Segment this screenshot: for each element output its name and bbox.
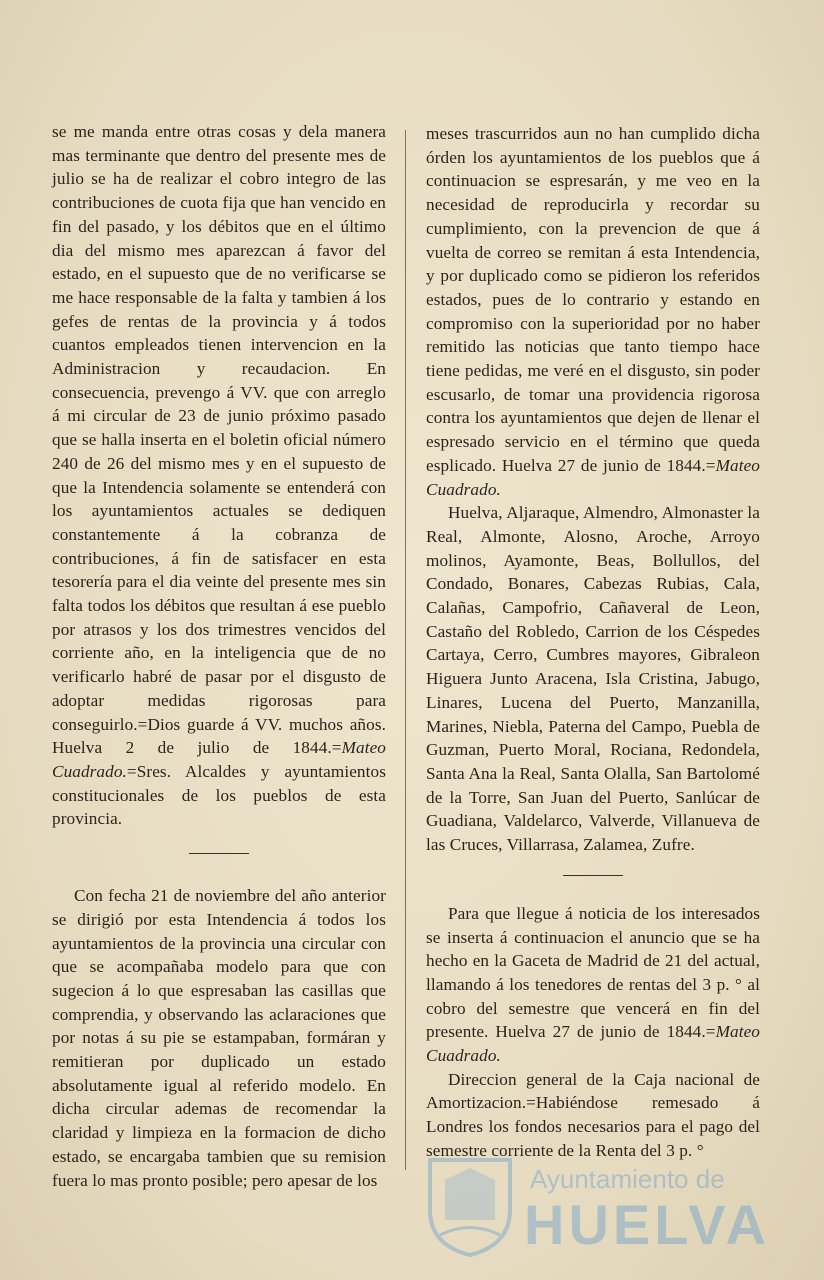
- section-rule-right: [563, 875, 623, 876]
- town-list-paragraph: Huelva, Aljaraque, Almendro, Almonaster la Real, Almonte, Alosno, Aroche, Arroyo molinos, Ayamonte, Beas, Bollullos, del Condado, Bonares, Cabezas Rubias, Cala, Calañas, Campofrio, Cañaveral de Leon, Castaño del Robledo, Carrion de los Céspedes Cartaya, Cerro, Cumbres mayores, Gibraleon Higuera Junto Aracena, Isla Cristina, Jabugo, Linares, Lucena del Puerto, Manzanilla, Marines, Niebla, Paterna del Campo, Puebla de Guzman, Puerto Moral, Rociana, Redondela, Santa Ana la Real, Santa Olalla, San Bartolomé de la Torre, San Juan del Puerto, Sanlúcar de Guadiana, Valdelarco, Valverde, Villanueva de las Cruces, Villarrasa, Zalamea, Zufre.: [426, 503, 760, 855]
- right-paragraph-3: [426, 902, 760, 1068]
- left-paragraph-1-tail: =Sres. Alcaldes y ayuntamientos constitucionales de los pueblos de esta provincia.: [52, 761, 386, 829]
- left-column: [52, 120, 386, 1192]
- archive-watermark: [420, 1150, 820, 1270]
- right-paragraph-3-text: Para que llegue á noticia de los interesados se inserta á continuacion el anuncio que se ha hecho en la Gaceta de Madrid de 21 del actual, llamando á los tenedores de rentas del 3 p. ° al cobro del semestre que vencerá en fin del presente. Huelva 27 de junio de 1844.=: [426, 903, 760, 1042]
- left-paragraph-1-text: se me manda entre otras cosas y dela manera mas terminante que dentro del presente mes de julio se ha de realizar el cobro integro de las contribuciones de cuota fija que han vencido en fin del pasado, y los débitos que en el último dia del mismo mes aparezcan á favor del estado, en el supuesto que de no verificarse se me hace responsable de la falta y tambien á los gefes de rentas de la provincia y á todos cuantos empleados tienen intervencion en la Administracion y recaudacion. En consecuencia, prevengo á VV. que con arreglo á mi circular de 23 de junio próximo pasado que se halla inserta en el boletin oficial número 240 de 26 del mismo mes y en el supuesto de que la Intendencia solamente se entenderá con los ayuntamientos actuales se dediquen constantemente á la cobranza de contribuciones, á fin de satisfacer en esta tesorería para el dia veinte del presente mes sin falta todos los débitos que resultan á ese pueblo por atrasos y los dos trimestres vencidos del corriente año, en la inteligencia que de no verificarlo habré de pasar por el disgusto de adoptar medidas rigorosas para conseguirlo.=Dios guarde á VV. muchos años. Huelva 2 de julio de 1844.=: [52, 122, 386, 758]
- section-rule-left: [189, 853, 249, 854]
- right-signature-2: Mateo Cuadrado.: [426, 1022, 760, 1066]
- city-seal-icon: [420, 1150, 520, 1260]
- left-paragraph-2: Con fecha 21 de noviembre del año anterior se dirigió por esta Intendencia á todos los ayuntamientos de la provincia una circular con que se acompañaba modelo para que con sugecion á lo que espresaban las casillas que comprendia, y observando las aclaraciones que por notas á su pie se estampaban, formáran y remitieran por duplicado un estado absolutamente igual al referido modelo. En dicha circular ademas de recomendar la claridad y limpieza en la formacion de dicho estado, se encargaba tambien que su remision fuera lo mas pronto posible; pero apesar de los: [52, 886, 386, 1190]
- right-column: [426, 122, 760, 1163]
- right-paragraph-1-text: meses trascurridos aun no han cumplido dicha órden los ayuntamientos de los pueblos que á continuacion se espresarán, y me veo en la necesidad de reproducirla y recordar su cumplimiento, con la prevencion de que á vuelta de correo se remitan á esta Intendencia, y por duplicado como se pidieron los referidos estados, pues de lo contrario y estando en compromiso con la superioridad por no haber remitido las noticias que tanto tiempo hace tiene pedidas, me veré en el disgusto, sin poder escusarlo, de tomar una providencia rigorosa contra los ayuntamientos que dejen de llenar el espresado servicio en el término que queda esplicado. Huelva 27 de junio de 1844.=: [426, 124, 760, 475]
- left-paragraph-1: [52, 120, 386, 831]
- watermark-line-1: Ayuntamiento de: [530, 1164, 725, 1194]
- watermark-line-2: HUELVA: [524, 1193, 770, 1256]
- left-signature: Mateo Cuadrado.: [52, 738, 386, 781]
- right-signature-1: Mateo Cuadrado.: [426, 455, 760, 499]
- right-paragraph-1: [426, 122, 760, 501]
- right-paragraph-4: Direccion general de la Caja nacional de Amortizacion.=Habiéndose remesado á Londres los fondos necesarios para el pago del semestre corriente de la Renta del 3 p. °: [426, 1069, 760, 1160]
- column-divider: [405, 130, 406, 1170]
